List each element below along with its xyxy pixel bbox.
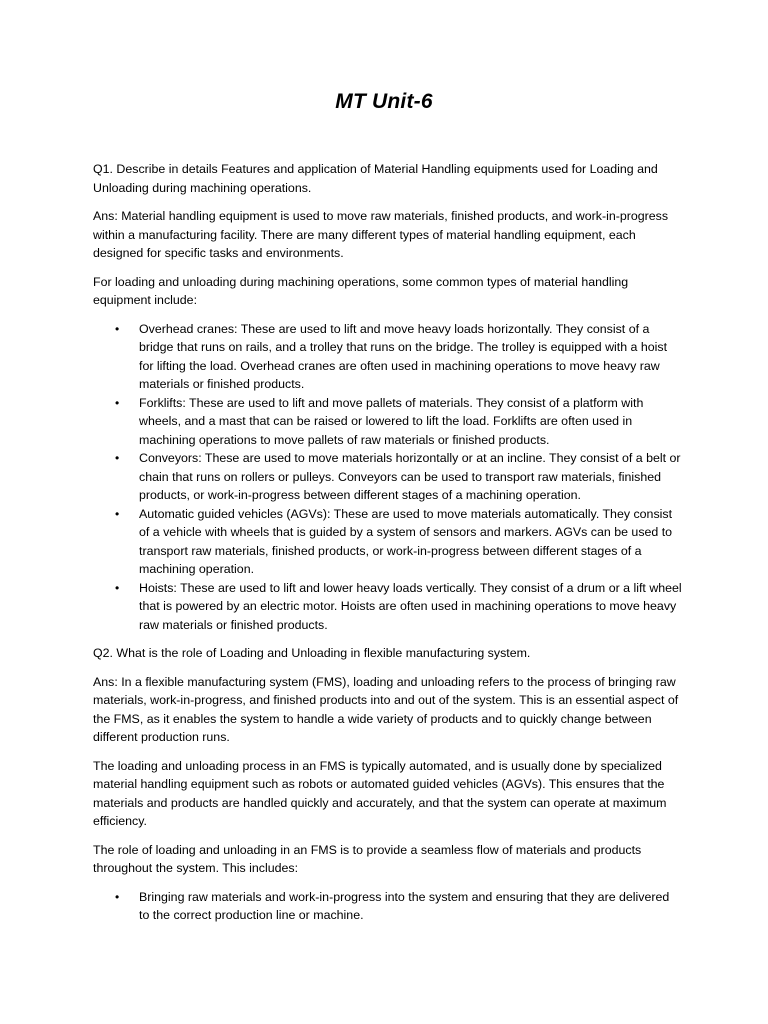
q2-paragraph-3: The role of loading and unloading in an FMS is to provide a seamless flow of materials and products throughout the system. This includes: [93,842,642,875]
list-item [115,505,683,579]
list-item [115,888,683,925]
bullet-icon: • [115,889,120,904]
q1-intro: For loading and unloading during machining operations, some common types of material handling equipment include: [93,274,629,307]
q2-answer: Ans: In a flexible manufacturing system (FMS), loading and unloading refers to the process of bringing raw materials, work-in-progress, and finished products into and out of the system. This is an essential aspect of the FMS, as it enables the system to handle a wide variety of products and to quickly change between different production runs. [93,674,679,744]
bullet-icon: • [115,321,120,336]
q1-question: Q1. Describe in details Features and application of Material Handling equipments used for Loading and Unloading during machining operations. [93,162,658,195]
list-item-text: Overhead cranes: These are used to lift and move heavy loads horizontally. They consist of a bridge that runs on rails, and a trolley that runs on the bridge. The trolley is equipped with a hoist for lifting the load. Overhead cranes are often used in machining operations to move heavy raw materials or finished products. [139,321,668,391]
bullet-icon: • [115,580,120,595]
bullet-icon: • [115,395,120,410]
list-item [115,579,683,635]
list-item-text: Automatic guided vehicles (AGVs): These are used to move materials automatically. They consist of a vehicle with wheels that is guided by a system of sensors and markers. AGVs can be used to transport raw materials, finished products, or work-in-progress between different stages of a machining operation. [139,506,673,576]
q2-question: Q2. What is the role of Loading and Unloading in flexible manufacturing system. [93,646,531,660]
q1-bullet-list [93,320,683,635]
document-body [93,160,683,935]
q2-paragraph-2: The loading and unloading process in an FMS is typically automated, and is usually done by specialized material handling equipment such as robots or automated guided vehicles (AGVs). This ensures that the materials and products are handled quickly and accurately, and that the system can operate at maximum efficiency. [93,758,667,828]
bullet-icon: • [115,506,120,521]
q2-bullet-list [93,888,683,925]
bullet-icon: • [115,451,120,465]
list-item-text: Bringing raw materials and work-in-progress into the system and ensuring that they are delivered to the correct production line or machine. [139,889,670,922]
list-item [115,320,683,394]
document-title: MT Unit-6 [335,90,433,113]
list-item [115,449,683,505]
list-item-text: Hoists: These are used to lift and lower heavy loads vertically. They consist of a drum or a lift wheel that is powered by an electric motor. Hoists are often used in machining operations to move heavy raw materials or finished products. [139,580,682,632]
q1-answer: Ans: Material handling equipment is used to move raw materials, finished products, and work-in-progress within a manufacturing facility. There are many different types of material handling equipment, each designed for specific tasks and environments. [93,209,669,260]
list-item-text: Conveyors: These are used to move materials horizontally or at an incline. They consist of a belt or chain that runs on rollers or pulleys. Conveyors can be used to transport raw materials, finished products, or work-in-progress between different stages of a machining operation. [139,451,681,502]
list-item-text: Forklifts: These are used to lift and move pallets of materials. They consist of a platform with wheels, and a mast that can be raised or lowered to lift the load. Forklifts are often used in machining operations to move pallets of raw materials or finished products. [139,395,644,447]
list-item [115,394,683,450]
